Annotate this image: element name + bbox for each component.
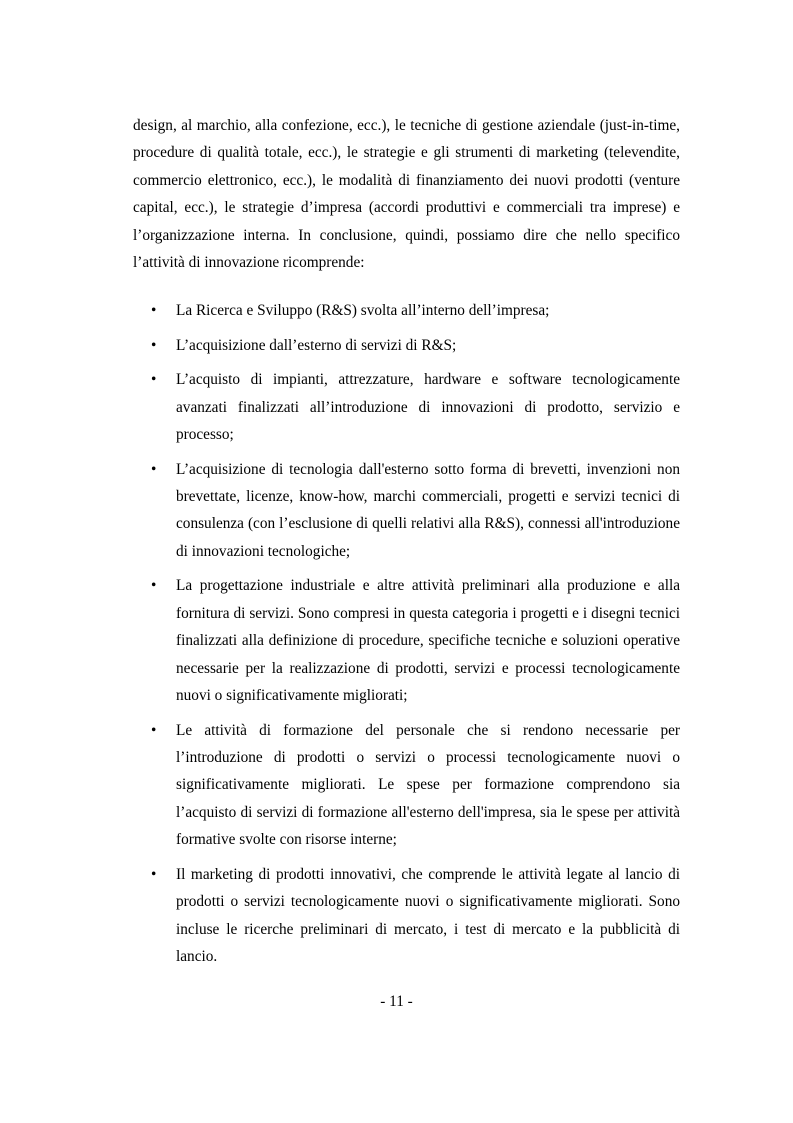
bullet-icon: •	[151, 336, 157, 354]
list-item	[0, 572, 680, 709]
list-item	[0, 861, 680, 971]
list-item-text: Il marketing di prodotti innovativi, che comprende le attività legate al lancio di prodotti o servizi tecnologicamente nuovi o significativamente migliorati. Sono incluse le ricerche preliminari di mercato, i test di mercato e la pubblicità di lancio.	[176, 865, 680, 966]
list-item-text: L’acquisto di impianti, attrezzature, hardware e software tecnologicamente avanzati finalizzati all’introduzione di innovazioni di prodotto, servizio e processo;	[176, 371, 680, 443]
list-item	[0, 366, 680, 448]
bullet-icon: •	[151, 721, 157, 739]
bullet-icon: •	[151, 302, 157, 319]
bullet-icon: •	[151, 371, 157, 389]
list-item-text: L’acquisizione dall’esterno di servizi di R&S;	[176, 336, 457, 354]
innovation-activities-list	[0, 297, 793, 978]
list-item	[0, 297, 680, 324]
page-number: - 11 -	[380, 993, 413, 1010]
list-item-text: Le attività di formazione del personale che si rendono necessarie per l’introduzione di prodotti o servizi o processi tecnologicamente nuovi o significativamente migliorati. Le spese per formazione comprendono sia l’acquisto di servizi di formazione all'esterno dell'impresa, sia le spese per attività formative svolte con risorse interne;	[176, 721, 680, 849]
list-item-text: La progettazione industriale e altre attività preliminari alla produzione e alla fornitura di servizi. Sono compresi in questa categoria i progetti e i disegni tecnici finalizzati alla definizione di procedure, specifiche tecniche e soluzioni operative necessarie per la realizzazione di prodotti, servizi e processi tecnologicamente nuovi o significativamente migliorati;	[176, 577, 680, 705]
bullet-icon: •	[151, 577, 157, 595]
intro-paragraph: design, al marchio, alla confezione, ecc.), le tecniche di gestione aziendale (just-in-time, procedure di qualità totale, ecc.), le strategie e gli strumenti di marketing (televendite, commercio elettronico, ecc.), le modalità di finanziamento dei nuovi prodotti (venture capital, ecc.), le strategie d’impresa (accordi produttivi e commerciali tra imprese) e l’organizzazione interna. In conclusione, quindi, possiamo dire che nello specifico l’attività di innovazione ricomprende:	[133, 117, 680, 272]
list-item	[0, 456, 680, 566]
bullet-icon: •	[151, 865, 157, 883]
list-item	[0, 717, 680, 854]
list-item	[0, 332, 680, 359]
bullet-icon: •	[151, 460, 157, 478]
list-item-text: La Ricerca e Sviluppo (R&S) svolta all’interno dell’impresa;	[176, 302, 550, 319]
list-item-text: L’acquisizione di tecnologia dall'esterno sotto forma di brevetti, invenzioni non brevettate, licenze, know-how, marchi commerciali, progetti e servizi tecnici di consulenza (con l’esclusione di quelli relativi alla R&S), connessi all'introduzione di innovazioni tecnologiche;	[176, 460, 680, 560]
